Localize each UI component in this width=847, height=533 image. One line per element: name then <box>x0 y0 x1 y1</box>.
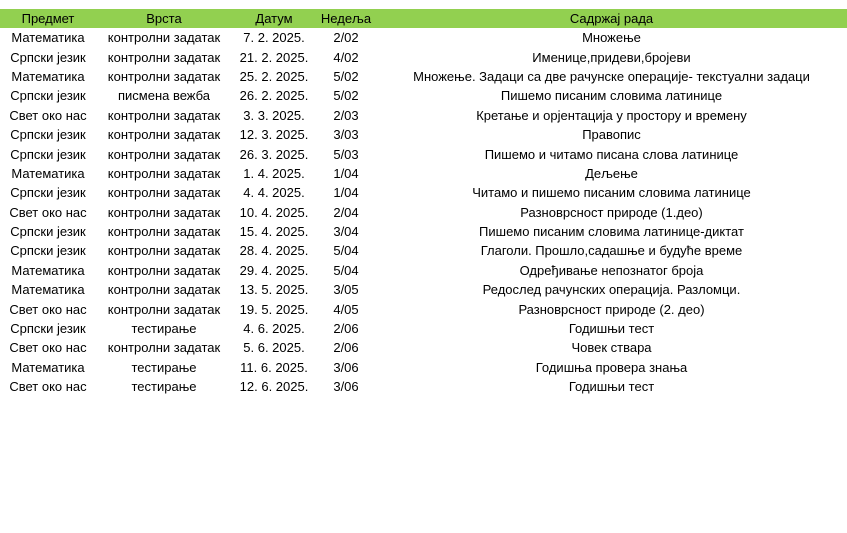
cell-date: 7. 2. 2025. <box>243 30 305 46</box>
cell-content: Разноврсност природе (1.део) <box>520 204 703 220</box>
table-row <box>0 299 847 318</box>
cell-type: контролни задатак <box>107 224 221 240</box>
cell-type: писмена вежба <box>117 88 211 104</box>
cell-type: контролни задатак <box>107 185 221 201</box>
table-row <box>0 203 847 222</box>
cell-subject: Математика <box>11 359 85 375</box>
cell-content: Именице,придеви,бројеви <box>532 49 691 65</box>
cell-date: 3. 3. 2025. <box>243 107 305 123</box>
cell-date: 25. 2. 2025. <box>239 68 309 84</box>
cell-content: Пишемо писаним словима латинице <box>500 88 723 104</box>
cell-type: контролни задатак <box>107 204 221 220</box>
cell-subject: Свет око нас <box>9 107 87 123</box>
cell-date: 1. 4. 2025. <box>243 165 305 181</box>
cell-type: контролни задатак <box>107 68 221 84</box>
cell-week: 3/04 <box>333 224 359 240</box>
column-header-date: Датум <box>232 9 316 28</box>
cell-type: контролни задатак <box>107 301 221 317</box>
cell-week: 3/03 <box>333 127 359 143</box>
cell-type: контролни задатак <box>107 49 221 65</box>
cell-subject: Српски језик <box>10 146 86 162</box>
column-header-content: Садржај рада <box>376 9 847 28</box>
cell-week: 2/06 <box>333 340 359 356</box>
cell-subject: Српски језик <box>10 185 86 201</box>
cell-subject: Српски језик <box>10 88 86 104</box>
cell-content: Разноврсност природе (2. део) <box>518 301 705 317</box>
cell-week: 2/02 <box>333 30 359 46</box>
table-body <box>0 28 847 396</box>
column-header-week: Недеља <box>316 9 376 28</box>
cell-date: 21. 2. 2025. <box>239 49 309 65</box>
cell-subject: Свет око нас <box>9 340 87 356</box>
cell-subject: Српски језик <box>10 224 86 240</box>
cell-week: 2/06 <box>333 321 359 337</box>
table-row <box>0 67 847 86</box>
cell-date: 4. 6. 2025. <box>243 321 305 337</box>
cell-content: Годишњи тест <box>568 379 655 395</box>
cell-content: Правопис <box>582 127 641 143</box>
cell-week: 4/05 <box>333 301 359 317</box>
cell-date: 26. 3. 2025. <box>239 146 309 162</box>
cell-subject: Свет око нас <box>9 301 87 317</box>
cell-week: 5/02 <box>333 68 359 84</box>
header-row <box>0 9 847 28</box>
table-row <box>0 106 847 125</box>
cell-type: контролни задатак <box>107 107 221 123</box>
table-row <box>0 358 847 377</box>
cell-type: контролни задатак <box>107 146 221 162</box>
cell-date: 4. 4. 2025. <box>243 185 305 201</box>
table-row <box>0 261 847 280</box>
table-row <box>0 241 847 260</box>
cell-week: 1/04 <box>333 185 359 201</box>
cell-content: Кретање и орјентација у простору и времену <box>476 107 747 123</box>
cell-subject: Математика <box>11 30 85 46</box>
cell-week: 5/03 <box>333 146 359 162</box>
cell-content: Дељење <box>585 165 638 181</box>
cell-type: тестирање <box>131 321 197 337</box>
cell-date: 26. 2. 2025. <box>239 88 309 104</box>
cell-week: 5/04 <box>333 262 359 278</box>
cell-subject: Математика <box>11 68 85 84</box>
cell-date: 15. 4. 2025. <box>239 224 309 240</box>
cell-content: Пишемо и читамо писана слова латинице <box>484 146 739 162</box>
cell-subject: Математика <box>11 282 85 298</box>
table-row <box>0 338 847 357</box>
cell-subject: Математика <box>11 165 85 181</box>
cell-type: контролни задатак <box>107 243 221 259</box>
cell-subject: Математика <box>11 262 85 278</box>
column-header-type: Врста <box>96 9 232 28</box>
table-row <box>0 47 847 66</box>
cell-week: 3/06 <box>333 379 359 395</box>
cell-subject: Српски језик <box>10 321 86 337</box>
cell-content: Човек ствара <box>571 340 652 356</box>
cell-week: 1/04 <box>333 165 359 181</box>
cell-date: 11. 6. 2025. <box>240 359 308 375</box>
cell-content: Глаголи. Прошло,садашње и будуће време <box>480 243 743 259</box>
table-row <box>0 319 847 338</box>
cell-week: 3/05 <box>333 282 359 298</box>
cell-type: контролни задатак <box>107 262 221 278</box>
table-row <box>0 28 847 47</box>
cell-content: Редослед рачунских операција. Разломци. <box>482 282 741 298</box>
cell-subject: Свет око нас <box>9 204 87 220</box>
cell-date: 19. 5. 2025. <box>239 301 309 317</box>
cell-date: 10. 4. 2025. <box>239 204 309 220</box>
cell-date: 13. 5. 2025. <box>239 282 309 298</box>
table-row <box>0 144 847 163</box>
cell-week: 3/06 <box>333 359 359 375</box>
cell-week: 5/02 <box>333 88 359 104</box>
table-row <box>0 280 847 299</box>
cell-type: тестирање <box>131 359 197 375</box>
cell-type: контролни задатак <box>107 30 221 46</box>
cell-content: Годишња провера знања <box>535 359 688 375</box>
cell-content: Читамо и пишемо писаним словима латинице <box>472 185 751 201</box>
cell-type: контролни задатак <box>107 165 221 181</box>
cell-week: 2/03 <box>333 107 359 123</box>
cell-content: Пишемо писаним словима латинице-диктат <box>479 224 744 240</box>
table-row <box>0 164 847 183</box>
cell-date: 28. 4. 2025. <box>239 243 309 259</box>
table-row <box>0 125 847 144</box>
cell-subject: Српски језик <box>10 243 86 259</box>
cell-content: Множење <box>582 30 641 46</box>
table-row <box>0 377 847 396</box>
cell-subject: Српски језик <box>10 127 86 143</box>
cell-date: 29. 4. 2025. <box>239 262 309 278</box>
cell-date: 12. 6. 2025. <box>239 379 309 395</box>
cell-type: тестирање <box>131 379 197 395</box>
column-header-subject: Предмет <box>0 9 96 28</box>
table-row <box>0 222 847 241</box>
table-header <box>0 9 847 28</box>
cell-content: Одређивање непознатог броја <box>519 262 704 278</box>
table-row <box>0 183 847 202</box>
table-row <box>0 86 847 105</box>
cell-content: Годишњи тест <box>568 321 655 337</box>
cell-date: 5. 6. 2025. <box>243 340 305 356</box>
cell-subject: Свет око нас <box>9 379 87 395</box>
cell-week: 2/04 <box>333 204 359 220</box>
cell-week: 4/02 <box>333 49 359 65</box>
cell-type: контролни задатак <box>107 282 221 298</box>
cell-type: контролни задатак <box>107 340 221 356</box>
cell-week: 5/04 <box>333 243 359 259</box>
test-schedule-table <box>0 9 847 396</box>
cell-content: Множење. Задаци са две рачунске операције- текстуални задаци <box>413 68 810 84</box>
cell-date: 12. 3. 2025. <box>239 127 309 143</box>
cell-type: контролни задатак <box>107 127 221 143</box>
cell-subject: Српски језик <box>10 49 86 65</box>
